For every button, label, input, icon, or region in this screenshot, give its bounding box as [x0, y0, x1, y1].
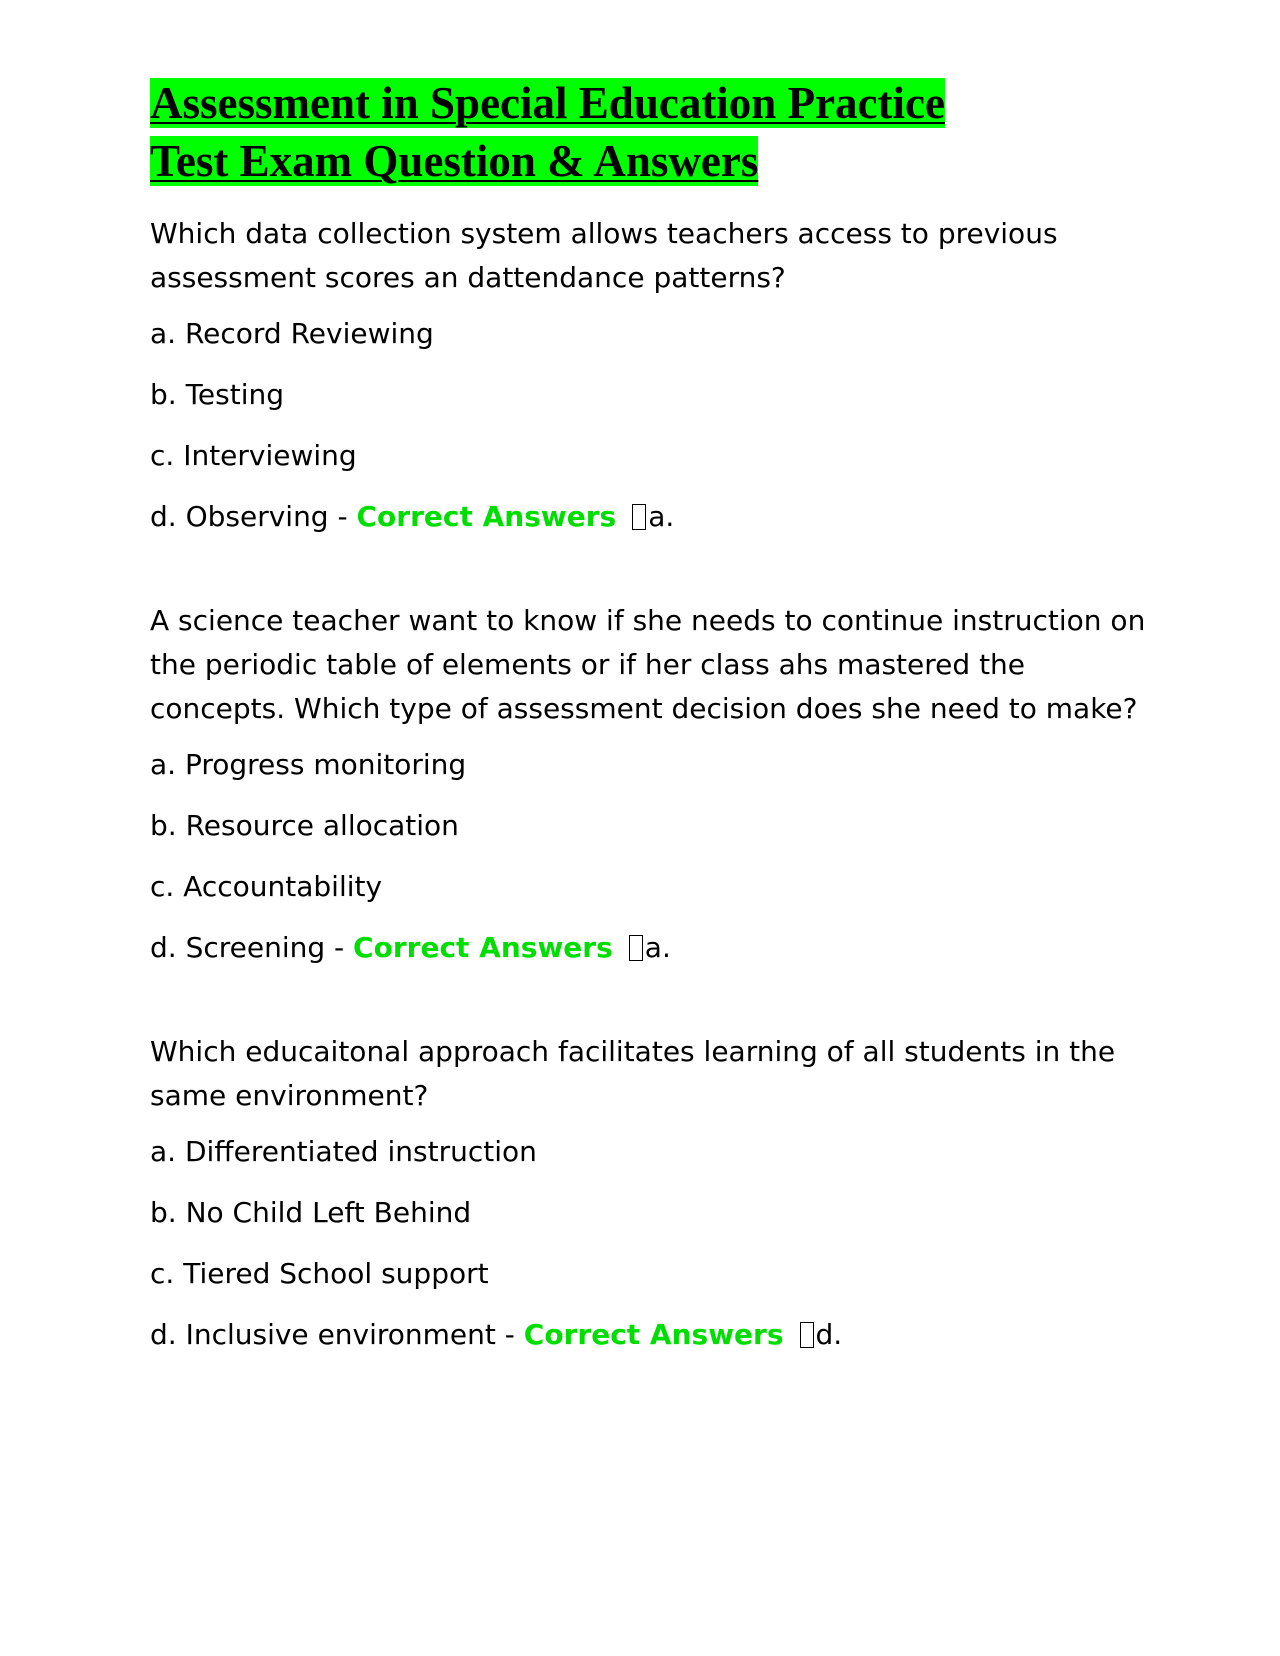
option-d: d. Observing — [150, 500, 329, 533]
option-c: c. Accountability — [150, 870, 383, 903]
answer-value: a. — [644, 931, 671, 964]
option-d: d. Inclusive environment — [150, 1318, 496, 1351]
option-d-with-answer — [150, 497, 1150, 537]
option-d: d. Screening — [150, 931, 326, 964]
missing-glyph-box-icon — [632, 504, 646, 530]
question-2 — [150, 599, 1150, 968]
answer-separator: - — [325, 931, 354, 964]
question-1 — [150, 212, 1150, 537]
missing-glyph-box-icon — [800, 1322, 814, 1348]
option-d-with-answer — [150, 1315, 1150, 1355]
correct-answers-label: Correct Answers — [356, 500, 617, 533]
question-text: A science teacher want to know if she needs to continue instruction on the periodic table of elements or if her class ahs mastered the concepts. Which type of assessment decision does she need to make? — [150, 604, 1146, 725]
answer-separator: - — [328, 500, 357, 533]
question-text: Which educaitonal approach facilitates learning of all students in the same environment? — [150, 1035, 1116, 1112]
question-3 — [150, 1030, 1150, 1355]
answer-value: a. — [648, 500, 675, 533]
option-d-with-answer — [150, 928, 1150, 968]
option-b: b. No Child Left Behind — [150, 1196, 472, 1229]
option-a: a. Record Reviewing — [150, 317, 434, 350]
title-line-2: Test Exam Question & Answers — [150, 136, 759, 186]
title-line-1: Assessment in Special Education Practice — [150, 78, 945, 128]
option-b: b. Resource allocation — [150, 809, 459, 842]
option-b: b. Testing — [150, 378, 285, 411]
correct-answers-label: Correct Answers — [353, 931, 613, 964]
question-text: Which data collection system allows teachers access to previous assessment scores an dattendance patterns? — [150, 217, 1058, 294]
document-page — [150, 74, 1150, 1417]
answer-separator: - — [495, 1318, 524, 1351]
answer-value: d. — [815, 1318, 843, 1351]
option-c: c. Interviewing — [150, 439, 357, 472]
document-title — [150, 74, 1150, 190]
option-c: c. Tiered School support — [150, 1257, 489, 1290]
option-a: a. Differentiated instruction — [150, 1135, 537, 1168]
missing-glyph-box-icon — [629, 935, 643, 961]
correct-answers-label: Correct Answers — [523, 1318, 784, 1351]
option-a: a. Progress monitoring — [150, 748, 467, 781]
